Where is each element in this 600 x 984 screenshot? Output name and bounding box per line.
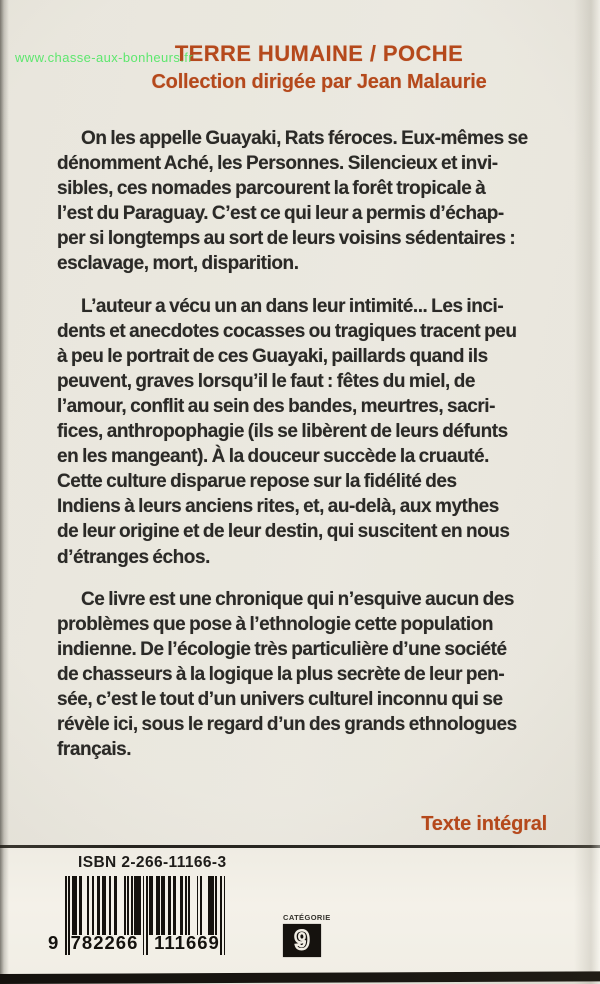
blurb-line: français. bbox=[57, 739, 132, 761]
blurb-line: l’est du Paraguay. C’est ce qui leur a permis d’échap- bbox=[57, 203, 504, 225]
blurb-line: per si longtemps au sort de leurs voisins sédentaires : bbox=[57, 228, 516, 250]
blurb-line: esclavage, mort, disparition. bbox=[57, 253, 299, 275]
watermark-text: www.chasse-aux-bonheurs.fr bbox=[15, 50, 194, 65]
blurb-line: de chasseurs à la logique la plus secrète de leur pen- bbox=[57, 663, 505, 685]
separator-rule bbox=[0, 845, 600, 848]
blurb-line: d’étranges échos. bbox=[57, 546, 210, 568]
blurb bbox=[57, 126, 555, 779]
isbn-zone bbox=[0, 848, 600, 975]
category-value-box bbox=[283, 924, 321, 957]
blurb-line: en les mangeant). À la douceur succède la cruauté. bbox=[57, 446, 489, 468]
barcode-digit-left: 782266 bbox=[70, 932, 139, 953]
blurb-line: dénomment Aché, les Personnes. Silencieux et invi- bbox=[57, 153, 498, 175]
blurb-line: L’auteur a vécu un an dans leur intimité... Les inci- bbox=[81, 295, 504, 317]
blurb-line: Indiens à leurs anciens rites, et, au-delà, aux mythes bbox=[57, 496, 499, 518]
category-badge bbox=[283, 913, 331, 957]
blurb-line: sibles, ces nomades parcourent la forêt tropicale à bbox=[57, 178, 486, 200]
category-label: CATÉGORIE bbox=[283, 913, 331, 922]
blurb-line: indienne. De l’écologie très particulière d’une société bbox=[57, 638, 507, 660]
texte-integral-note: Texte intégral bbox=[421, 813, 547, 835]
blurb-line: à peu le portrait de ces Guayaki, paillards quand ils bbox=[57, 345, 488, 367]
blurb-line: problèmes que pose à l’ethnologie cette population bbox=[57, 613, 493, 635]
barcode-digit-right: 111669 bbox=[154, 932, 220, 953]
blurb-paragraph bbox=[57, 294, 555, 570]
barcode bbox=[48, 876, 226, 958]
blurb-line: fices, anthropophagie (ils se libèrent de leurs défunts bbox=[57, 421, 508, 443]
blurb-line: dents et anecdotes cocasses ou tragiques tracent peu bbox=[57, 320, 517, 342]
blurb-paragraph bbox=[57, 126, 555, 277]
blurb-line: l’amour, conflit au sein des bandes, meurtres, sacri- bbox=[57, 395, 495, 417]
category-value: 9 bbox=[294, 924, 310, 955]
blurb-line: révèle ici, sous le regard d’un des grands ethnologues bbox=[57, 714, 517, 736]
barcode-digits bbox=[48, 933, 242, 953]
blurb-line: On les appelle Guayaki, Rats féroces. Eux-mêmes se bbox=[81, 128, 528, 149]
blurb-line: peuvent, graves lorsqu’il le faut : fêtes du miel, de bbox=[57, 370, 475, 392]
blurb-line: de leur origine et de leur destin, qui suscitent en nous bbox=[57, 521, 510, 543]
blurb-line: Ce livre est une chronique qui n’esquive aucun des bbox=[81, 588, 515, 610]
series-title: TERRE HUMAINE / POCHE bbox=[174, 41, 464, 66]
collection-line: Collection dirigée par Jean Malaurie bbox=[151, 71, 487, 93]
barcode-digit-lead: 9 bbox=[48, 932, 60, 953]
blurb-line: sée, c’est le tout d’un univers culturel inconnu qui se bbox=[57, 688, 503, 710]
book-bottom-edge bbox=[0, 971, 600, 984]
isbn-label: ISBN 2-266-11166-3 bbox=[78, 854, 227, 871]
blurb-line: Cette culture disparue repose sur la fidélité des bbox=[57, 471, 457, 493]
blurb-paragraph bbox=[57, 587, 555, 763]
